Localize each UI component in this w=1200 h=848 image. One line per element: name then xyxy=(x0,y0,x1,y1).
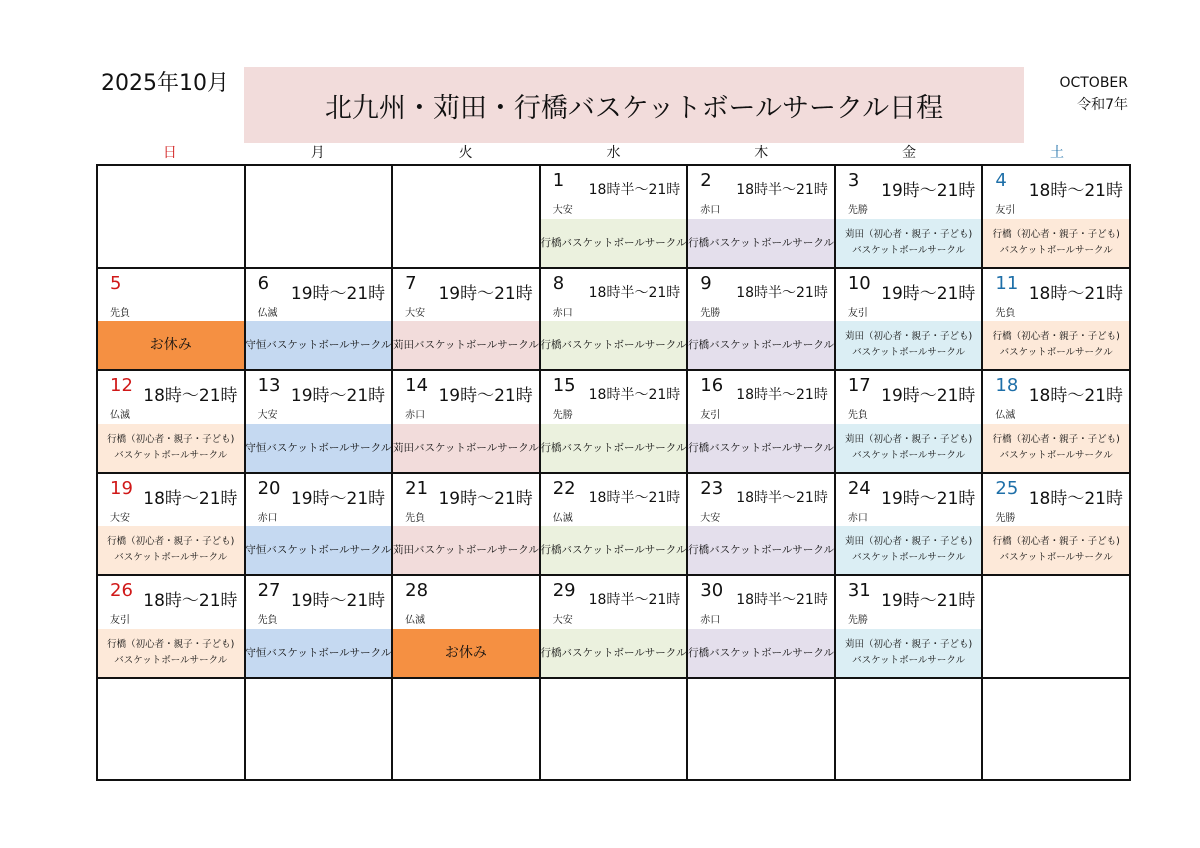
day-number: 24 xyxy=(847,477,871,499)
rokuyo-label: 赤口 xyxy=(847,512,868,524)
rokuyo-label: 先勝 xyxy=(847,205,868,216)
session-time: 19時～21時 xyxy=(881,181,976,201)
session-time: 18時半～21時 xyxy=(736,387,828,403)
day-number: 30 xyxy=(700,580,724,601)
event-line: バスケットボールサークル xyxy=(852,244,966,256)
circle-event xyxy=(246,629,392,677)
rokuyo-label: 友引 xyxy=(110,615,130,626)
event-line: 行橋（初心者・親子・子ども) xyxy=(992,228,1120,240)
rokuyo-label: 先勝 xyxy=(995,512,1016,524)
calendar-day-15 xyxy=(541,371,689,474)
rokuyo-label: 赤口 xyxy=(405,410,426,421)
weekday-header xyxy=(96,143,1131,164)
day-number: 18 xyxy=(995,375,1019,396)
calendar-day-27 xyxy=(246,576,394,679)
calendar-day-19 xyxy=(98,474,246,577)
rokuyo-label: 大安 xyxy=(552,205,573,216)
calendar-day-29 xyxy=(541,576,689,679)
day-number: 29 xyxy=(552,580,576,601)
event-line: バスケットボールサークル xyxy=(852,552,966,563)
event-line: バスケットボールサークル xyxy=(852,654,966,666)
calendar-empty-cell xyxy=(688,679,836,782)
session-time: 18時～21時 xyxy=(1028,283,1123,304)
english-month: OCTOBER xyxy=(1059,75,1128,91)
calendar-day-22 xyxy=(541,474,689,577)
day-number: 15 xyxy=(552,375,576,396)
circle-event xyxy=(98,424,244,472)
circle-event xyxy=(836,219,982,267)
rokuyo-label: 友引 xyxy=(847,307,868,319)
circle-event xyxy=(836,629,982,677)
event-line: 苅田バスケットボールサークル xyxy=(393,339,539,351)
calendar-day-17 xyxy=(836,371,984,474)
rokuyo-label: 赤口 xyxy=(700,205,721,216)
circle-event xyxy=(836,526,982,574)
day-number: 7 xyxy=(405,272,417,294)
event-line: 行橋バスケットボールサークル xyxy=(688,646,834,659)
event-line: バスケットボールサークル xyxy=(852,449,966,461)
session-time: 18時～21時 xyxy=(143,488,238,509)
session-time: 19時～21時 xyxy=(290,488,386,509)
session-time: 18時～21時 xyxy=(1028,386,1123,406)
circle-event xyxy=(688,321,834,369)
circle-event xyxy=(836,424,982,472)
event-line: 行橋バスケットボールサークル xyxy=(688,544,834,556)
day-number: 6 xyxy=(257,272,270,294)
session-time: 19時～21時 xyxy=(290,591,386,611)
weekday-tuesday: 火 xyxy=(458,145,473,161)
session-time: 19時～21時 xyxy=(881,591,976,611)
day-number: 17 xyxy=(847,375,871,396)
rokuyo-label: 友引 xyxy=(700,410,721,421)
session-time: 18時半～21時 xyxy=(588,592,681,608)
circle-event xyxy=(688,424,834,472)
page-title-text: 北九州・苅田・行橋バスケットボールサークル日程 xyxy=(324,92,944,124)
session-time: 18時半～21時 xyxy=(736,592,828,608)
session-time: 18時～21時 xyxy=(143,591,238,611)
circle-event xyxy=(98,526,244,574)
day-number: 31 xyxy=(847,580,871,601)
rokuyo-label: 大安 xyxy=(257,410,278,421)
day-number: 13 xyxy=(257,375,281,396)
calendar-empty-cell xyxy=(98,166,246,269)
event-line: 行橋（初心者・親子・子ども) xyxy=(992,536,1120,547)
calendar-day-7 xyxy=(393,269,541,372)
event-line: バスケットボールサークル xyxy=(114,552,228,563)
session-time: 18時半～21時 xyxy=(588,182,681,198)
day-number: 1 xyxy=(552,170,565,191)
rokuyo-label: 先勝 xyxy=(700,307,721,319)
calendar-day-3 xyxy=(836,166,984,269)
day-number: 14 xyxy=(405,375,429,396)
event-line: 行橋バスケットボールサークル xyxy=(540,544,687,556)
day-number: 20 xyxy=(257,477,281,499)
calendar-day-31 xyxy=(836,576,984,679)
calendar-day-16 xyxy=(688,371,836,474)
calendar-day-24 xyxy=(836,474,984,577)
calendar-day-18 xyxy=(983,371,1131,474)
day-number: 2 xyxy=(700,170,712,191)
rokuyo-label: 仏滅 xyxy=(257,307,278,319)
day-number: 25 xyxy=(995,477,1019,499)
calendar-day-6 xyxy=(246,269,394,372)
calendar-day-10 xyxy=(836,269,984,372)
day-number: 22 xyxy=(552,477,576,499)
weekday-thursday: 木 xyxy=(754,145,769,161)
rokuyo-label: 仏滅 xyxy=(110,410,130,421)
session-time: 19時～21時 xyxy=(438,386,533,406)
event-line: バスケットボールサークル xyxy=(999,347,1113,358)
rokuyo-label: 仏滅 xyxy=(405,615,426,626)
session-time: 18時～21時 xyxy=(1028,181,1123,201)
circle-event xyxy=(836,321,982,369)
calendar-empty-cell xyxy=(983,679,1131,782)
circle-event xyxy=(688,219,834,267)
session-time: 19時～21時 xyxy=(438,488,533,509)
day-number: 26 xyxy=(110,580,133,601)
event-line: 行橋バスケットボールサークル xyxy=(688,236,834,249)
circle-event xyxy=(246,424,392,472)
day-number: 10 xyxy=(847,272,871,294)
event-line: バスケットボールサークル xyxy=(114,449,228,461)
day-number: 19 xyxy=(110,477,133,499)
event-line: 行橋（初心者・親子・子ども) xyxy=(107,433,235,445)
calendar-day-11 xyxy=(983,269,1131,372)
circle-event xyxy=(983,219,1129,267)
calendar-day-28 xyxy=(393,576,541,679)
day-number: 8 xyxy=(552,272,565,294)
calendar-day-4 xyxy=(983,166,1131,269)
session-time: 18時半～21時 xyxy=(736,182,828,198)
calendar-empty-cell xyxy=(393,679,541,782)
day-number: 28 xyxy=(405,580,429,601)
session-time: 18時半～21時 xyxy=(736,284,828,301)
circle-event xyxy=(393,526,539,574)
day-number: 16 xyxy=(700,375,724,396)
circle-event xyxy=(541,424,687,472)
session-time: 19時～21時 xyxy=(290,283,386,304)
weekday-monday: 月 xyxy=(310,145,325,161)
event-line: バスケットボールサークル xyxy=(999,552,1113,563)
event-line: 苅田バスケットボールサークル xyxy=(393,441,539,454)
day-number: 9 xyxy=(700,272,712,294)
circle-event xyxy=(688,526,834,574)
day-number: 4 xyxy=(995,170,1007,191)
calendar-empty-cell xyxy=(246,166,394,269)
rokuyo-label: 大安 xyxy=(405,307,426,319)
session-time: 18時～21時 xyxy=(143,386,238,406)
circle-event xyxy=(688,629,834,677)
event-line: 行橋（初心者・親子・子ども) xyxy=(992,433,1120,445)
day-number: 21 xyxy=(405,477,429,499)
holiday-event xyxy=(98,321,244,369)
event-line: 行橋（初心者・親子・子ども) xyxy=(992,331,1120,342)
calendar-day-30 xyxy=(688,576,836,679)
event-line: お休み xyxy=(149,337,192,353)
event-line: 苅田（初心者・親子・子ども) xyxy=(845,331,973,342)
event-line: バスケットボールサークル xyxy=(852,347,966,358)
event-line: 行橋バスケットボールサークル xyxy=(540,236,687,249)
event-line: 行橋バスケットボールサークル xyxy=(688,441,834,454)
event-line: 守恒バスケットボールサークル xyxy=(245,544,392,556)
event-line: 行橋バスケットボールサークル xyxy=(540,646,687,659)
session-time: 18時半～21時 xyxy=(588,489,681,506)
rokuyo-label: 友引 xyxy=(995,205,1016,216)
rokuyo-label: 赤口 xyxy=(257,512,278,524)
event-line: 苅田バスケットボールサークル xyxy=(393,544,539,556)
event-line: 行橋バスケットボールサークル xyxy=(688,339,834,351)
calendar-empty-cell xyxy=(98,679,246,782)
calendar-day-25 xyxy=(983,474,1131,577)
circle-event xyxy=(246,526,392,574)
circle-event xyxy=(541,629,687,677)
event-line: 苅田（初心者・親子・子ども) xyxy=(845,228,973,240)
event-line: 苅田（初心者・親子・子ども) xyxy=(845,536,973,547)
calendar-day-5 xyxy=(98,269,246,372)
calendar-grid xyxy=(96,164,1131,781)
calendar-day-2 xyxy=(688,166,836,269)
calendar-day-21 xyxy=(393,474,541,577)
circle-event xyxy=(541,321,687,369)
calendar-day-1 xyxy=(541,166,689,269)
event-line: 苅田（初心者・親子・子ども) xyxy=(845,433,973,445)
rokuyo-label: 先勝 xyxy=(552,410,573,421)
circle-event xyxy=(983,424,1129,472)
calendar-day-8 xyxy=(541,269,689,372)
day-number: 5 xyxy=(110,272,122,294)
session-time: 18時半～21時 xyxy=(588,387,681,403)
day-number: 12 xyxy=(110,375,133,396)
month-english-block xyxy=(1059,72,1128,116)
calendar-empty-cell xyxy=(983,576,1131,679)
weekday-sunday: 日 xyxy=(162,145,177,161)
rokuyo-label: 先勝 xyxy=(847,615,868,626)
event-line: 行橋バスケットボールサークル xyxy=(540,339,687,351)
calendar-day-12 xyxy=(98,371,246,474)
circle-event xyxy=(246,321,392,369)
calendar-empty-cell xyxy=(246,679,394,782)
session-time: 18時半～21時 xyxy=(736,489,828,506)
page-title xyxy=(244,67,1024,143)
event-line: お休み xyxy=(444,644,487,661)
session-time: 18時半～21時 xyxy=(588,284,681,301)
calendar-empty-cell xyxy=(393,166,541,269)
event-line: 行橋（初心者・親子・子ども) xyxy=(107,536,235,547)
rokuyo-label: 赤口 xyxy=(552,307,573,319)
event-line: 守恒バスケットボールサークル xyxy=(245,339,392,351)
circle-event xyxy=(541,526,687,574)
circle-event xyxy=(983,321,1129,369)
calendar-day-23 xyxy=(688,474,836,577)
event-line: バスケットボールサークル xyxy=(114,654,228,666)
calendar-day-26 xyxy=(98,576,246,679)
calendar-day-20 xyxy=(246,474,394,577)
session-time: 19時～21時 xyxy=(881,386,976,406)
calendar-day-14 xyxy=(393,371,541,474)
rokuyo-label: 大安 xyxy=(110,512,130,524)
month-label: 2025年10月 xyxy=(101,71,229,96)
session-time: 19時～21時 xyxy=(881,488,976,509)
session-time: 19時～21時 xyxy=(438,283,533,304)
day-number: 27 xyxy=(257,580,281,601)
rokuyo-label: 仏滅 xyxy=(995,410,1016,421)
calendar-day-9 xyxy=(688,269,836,372)
holiday-event xyxy=(393,629,539,677)
session-time: 19時～21時 xyxy=(290,386,386,406)
event-line: 行橋バスケットボールサークル xyxy=(540,441,687,454)
event-line: 守恒バスケットボールサークル xyxy=(245,441,392,454)
weekday-friday: 金 xyxy=(902,145,917,161)
event-line: 守恒バスケットボールサークル xyxy=(245,646,392,659)
rokuyo-label: 先負 xyxy=(110,307,130,319)
weekday-saturday: 土 xyxy=(1049,145,1064,161)
rokuyo-label: 赤口 xyxy=(700,615,721,626)
event-line: バスケットボールサークル xyxy=(999,449,1113,461)
rokuyo-label: 先負 xyxy=(995,307,1016,319)
circle-event xyxy=(98,629,244,677)
rokuyo-label: 仏滅 xyxy=(552,512,573,524)
event-line: 苅田（初心者・親子・子ども) xyxy=(845,638,973,650)
calendar-empty-cell xyxy=(836,679,984,782)
calendar-empty-cell xyxy=(541,679,689,782)
circle-event xyxy=(541,219,687,267)
rokuyo-label: 大安 xyxy=(552,615,573,626)
day-number: 3 xyxy=(847,170,860,191)
rokuyo-label: 先負 xyxy=(405,512,426,524)
rokuyo-label: 先負 xyxy=(257,615,278,626)
rokuyo-label: 先負 xyxy=(847,410,868,421)
circle-event xyxy=(983,526,1129,574)
weekday-wednesday: 水 xyxy=(606,145,621,161)
rokuyo-label: 大安 xyxy=(700,512,721,524)
circle-event xyxy=(393,424,539,472)
day-number: 11 xyxy=(995,272,1019,294)
calendar-day-13 xyxy=(246,371,394,474)
session-time: 18時～21時 xyxy=(1028,488,1123,509)
day-number: 23 xyxy=(700,477,724,499)
event-line: 行橋（初心者・親子・子ども) xyxy=(107,638,235,650)
session-time: 19時～21時 xyxy=(881,283,976,304)
era-year: 令和7年 xyxy=(1077,97,1128,113)
event-line: バスケットボールサークル xyxy=(999,244,1113,256)
circle-event xyxy=(393,321,539,369)
